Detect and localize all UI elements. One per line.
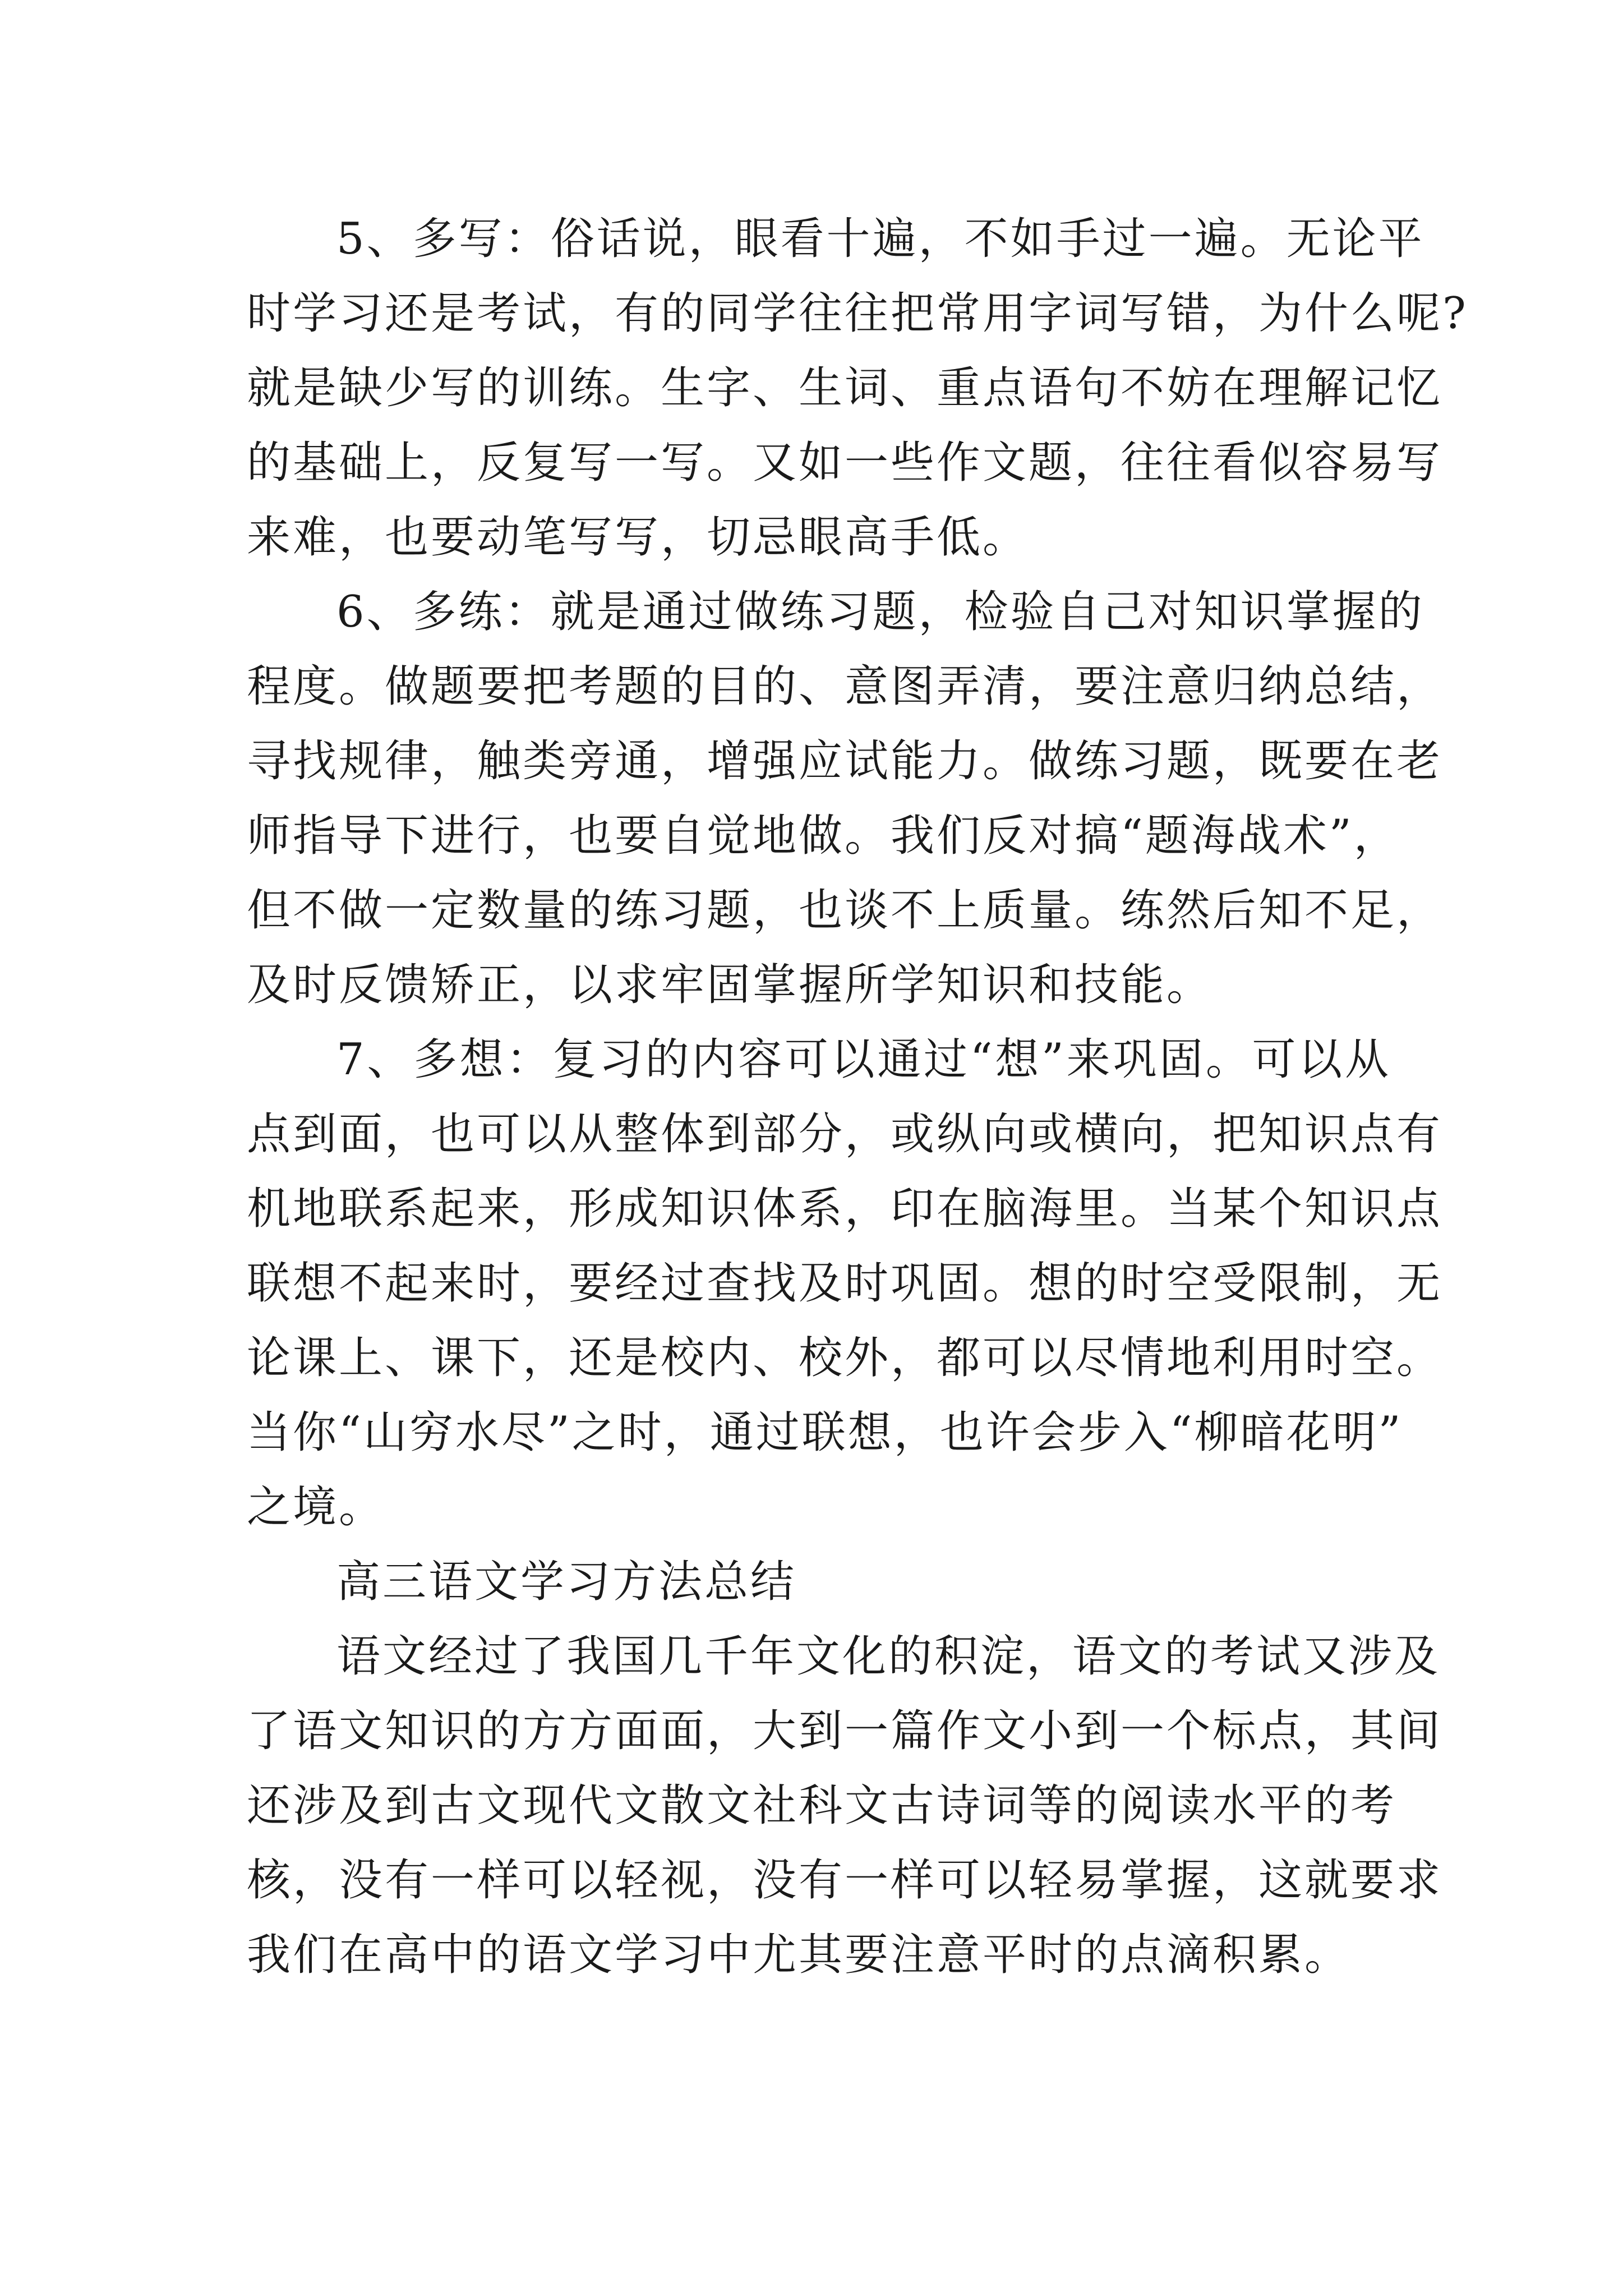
text-line: 了语文知识的方方面面，大到一篇作文小到一个标点，其间 (247, 1706, 1443, 1756)
section-heading (247, 1545, 1391, 1619)
text-line: 但不做一定数量的练习题，也谈不上质量。练然后知不足， (247, 885, 1443, 936)
text-line: 6、多练：就是通过做练习题，检验自己对知识掌握的 (336, 587, 1424, 637)
paragraph-summary (247, 1619, 1443, 1993)
text-line: 联想不起来时，要经过查找及时巩固。想的时空受限制，无 (247, 1258, 1443, 1309)
paragraph-duoxie (247, 202, 1468, 575)
text-line: 当你“山穷水尽”之时，通过联想，也许会步入“柳暗花明” (247, 1407, 1403, 1458)
text-line: 7、多想：复习的内容可以通过“想”来巩固。可以从 (336, 1034, 1391, 1085)
text-line: 还涉及到古文现代文散文社科文古诗词等的阅读水平的考 (247, 1780, 1397, 1831)
text-line: 程度。做题要把考题的目的、意图弄清，要注意归纳总结， (247, 661, 1443, 712)
section-title: 高三语文学习方法总结 (336, 1557, 797, 1607)
text-line: 之境。 (247, 1482, 385, 1533)
document-body (247, 202, 1468, 1993)
text-line: 师指导下进行，也要自觉地做。我们反对搞“题海战术”， (247, 811, 1400, 861)
text-line: 语文经过了我国几千年文化的积淀，语文的考试又涉及 (336, 1631, 1441, 1682)
text-line: 的基础上，反复写一写。又如一些作文题，往往看似容易写 (247, 438, 1443, 488)
paragraph-duolian (247, 575, 1443, 1023)
text-line: 及时反馈矫正，以求牢固掌握所学知识和技能。 (247, 960, 1213, 1010)
text-line: 5、多写：俗话说，眼看十遍，不如手过一遍。无论平 (336, 214, 1424, 264)
text-line: 时学习还是考试，有的同学往往把常用字词写错，为什么呢? (247, 288, 1468, 339)
text-line: 核，没有一样可以轻视，没有一样可以轻易掌握，这就要求 (247, 1855, 1443, 1906)
text-line: 就是缺少写的训练。生字、生词、重点语句不妨在理解记忆 (247, 363, 1443, 413)
text-line: 点到面，也可以从整体到部分，或纵向或横向，把知识点有 (247, 1109, 1443, 1159)
text-line: 我们在高中的语文学习中尤其要注意平时的点滴积累。 (247, 1930, 1351, 1980)
paragraph-duoxiang (247, 1023, 1443, 1545)
text-line: 寻找规律，触类旁通，增强应试能力。做练习题，既要在老 (247, 736, 1443, 786)
text-line: 论课上、课下，还是校内、校外，都可以尽情地利用时空。 (247, 1333, 1443, 1383)
text-line: 来难，也要动笔写写，切忌眼高手低。 (247, 512, 1029, 563)
text-line: 机地联系起来，形成知识体系，印在脑海里。当某个知识点 (247, 1184, 1443, 1234)
